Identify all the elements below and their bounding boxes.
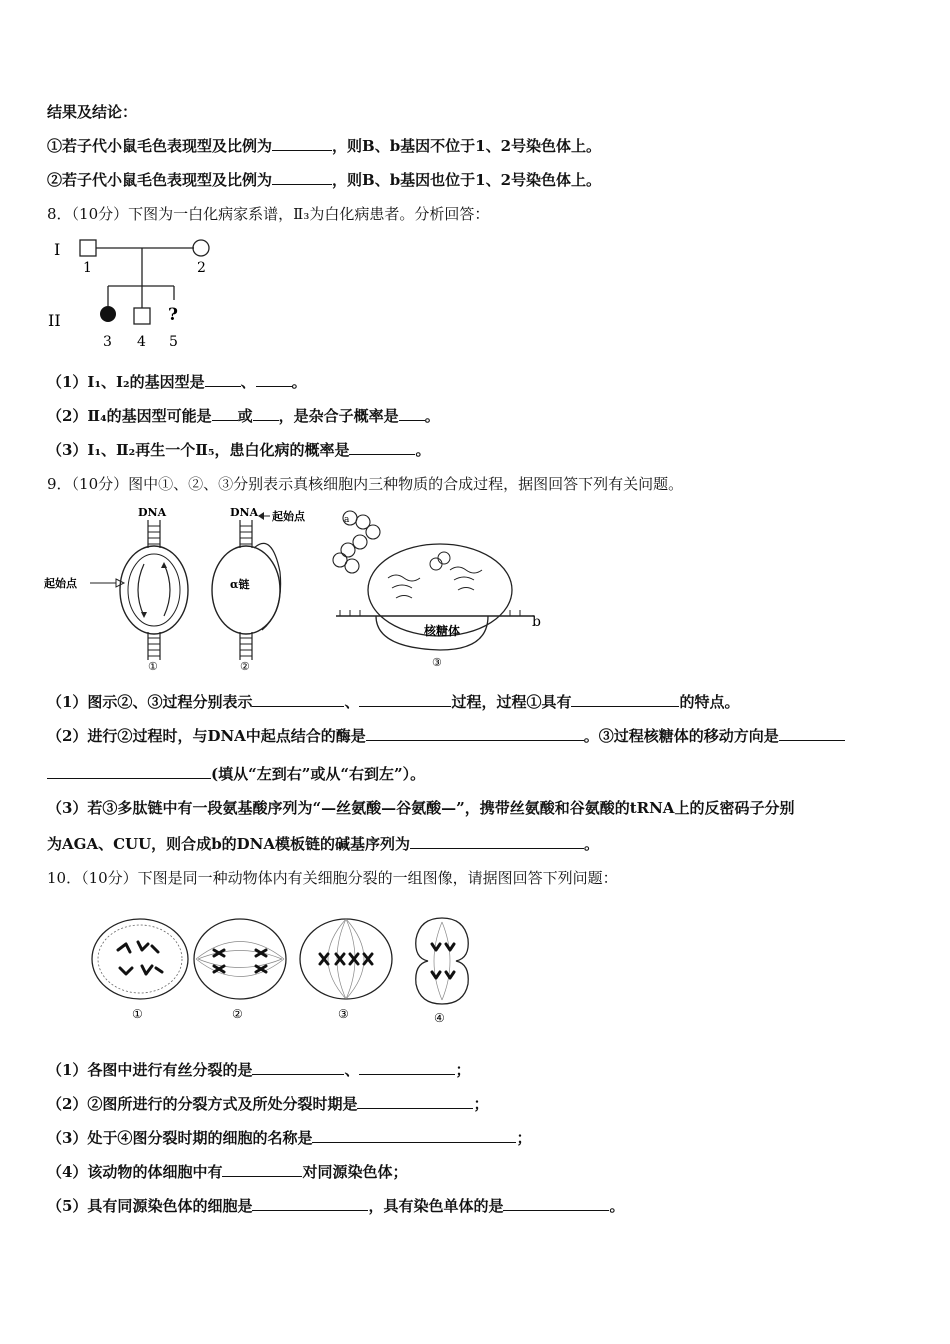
q10-p4-end: 对同源染色体； — [302, 1163, 408, 1181]
q9-p1-text: （1）图示②、③过程分别表示 — [47, 693, 253, 711]
fig3-label-a: a — [344, 515, 350, 525]
fig1-dna-label: DNA — [138, 506, 167, 519]
q10-p3-end: ； — [516, 1129, 532, 1147]
q10-p5-end: 。 — [609, 1197, 625, 1215]
q8-p2-or: 或 — [237, 407, 253, 425]
q10-stem: 10．（10分）下图是同一种动物体内有关细胞分裂的一组图像，请据图回答下列问题： — [47, 869, 618, 887]
q8-part-3 — [47, 440, 430, 460]
cell-2-label: ② — [232, 1007, 243, 1021]
q8-p1-end: 。 — [291, 373, 307, 391]
fig2-alpha-chain-label: α链 — [230, 578, 250, 591]
q8-p2-text-c: ，是杂合子概率是 — [278, 407, 399, 425]
blank[interactable] — [359, 1060, 455, 1075]
pedigree-ii3-affected-female — [100, 306, 116, 322]
result-line-1 — [47, 136, 601, 156]
q9-part-3-cont — [47, 834, 599, 854]
pedigree-gen-2-label: II — [48, 311, 61, 330]
q9-part-1 — [47, 692, 740, 712]
q9-p2-text-b: 。③过程核糖体的移动方向是 — [583, 727, 779, 745]
q9-p2-text: （2）进行②过程时，与DNA中起点结合的酶是 — [47, 727, 366, 745]
fig2-number: ② — [240, 660, 250, 673]
q10-part-5 — [47, 1196, 624, 1216]
q10-p4-text: （4）该动物的体细胞中有 — [47, 1163, 223, 1181]
results-heading: 结果及结论： — [47, 103, 138, 121]
q9-part-2-cont — [47, 764, 425, 784]
pedigree-i1-label: 1 — [83, 260, 92, 276]
q8-part-1 — [47, 372, 307, 392]
q10-p2-end: ； — [473, 1095, 489, 1113]
q10-p1-sep: 、 — [344, 1061, 360, 1079]
fig2-dna-label: DNA — [230, 506, 259, 519]
blank[interactable] — [252, 1196, 368, 1211]
blank[interactable] — [779, 726, 845, 741]
blank[interactable] — [205, 372, 241, 387]
q10-p1-text: （1）各图中进行有丝分裂的是 — [47, 1061, 253, 1079]
blank[interactable] — [503, 1196, 609, 1211]
q10-p5-text-b: ，具有染色单体的是 — [368, 1197, 504, 1215]
pedigree-i1-male — [80, 240, 96, 256]
cell-3-label: ③ — [338, 1007, 349, 1021]
blank[interactable] — [571, 692, 679, 707]
q8-part-2 — [47, 406, 440, 426]
q9-p2-end: (填从“左到右”或从“右到左”）。 — [211, 765, 426, 783]
fig3-ribosome-label: 核糖体 — [424, 624, 461, 638]
blank[interactable] — [366, 726, 584, 741]
q9-p1-sep: 、 — [344, 693, 360, 711]
blank[interactable] — [359, 692, 451, 707]
pedigree-ii5-unknown: ? — [168, 305, 178, 325]
cell-division-figure — [90, 914, 490, 1029]
synthesis-process-figure — [40, 502, 560, 672]
pedigree-ii4-label: 4 — [137, 334, 146, 350]
blank[interactable] — [253, 406, 279, 421]
q8-p3-text: （3）Ⅰ₁、Ⅱ₂再生一个Ⅱ₅，患白化病的概率是 — [47, 441, 350, 459]
blank[interactable] — [212, 406, 238, 421]
blank[interactable] — [272, 136, 332, 151]
pedigree-chart — [40, 230, 260, 355]
q10-part-2 — [47, 1094, 488, 1114]
pedigree-ii4-male — [134, 308, 150, 324]
q9-p3-text: 为AGA、CUU，则合成b的DNA模板链的碱基序列为 — [47, 835, 411, 853]
q10-part-4 — [47, 1162, 407, 1182]
q8-p2-text: （2）Ⅱ₄的基因型可能是 — [47, 407, 212, 425]
pedigree-i2-female — [193, 240, 209, 256]
q9-p1-end: 的特点。 — [679, 693, 740, 711]
q8-p2-end: 。 — [424, 407, 440, 425]
cell-1-label: ① — [132, 1007, 143, 1021]
q8-p1-text: （1）Ⅰ₁、Ⅰ₂的基因型是 — [47, 373, 205, 391]
blank[interactable] — [252, 692, 344, 707]
q10-p2-text: （2）②图所进行的分裂方式及所处分裂时期是 — [47, 1095, 358, 1113]
q8-p1-sep: 、 — [240, 373, 256, 391]
result-line-1-text-a: ①若子代小鼠毛色表现型及比例为 — [47, 137, 273, 155]
pedigree-gen-1-label: I — [54, 240, 61, 259]
q9-part-2 — [47, 726, 845, 746]
q10-part-3 — [47, 1128, 531, 1148]
q10-p5-text: （5）具有同源染色体的细胞是 — [47, 1197, 253, 1215]
fig1-origin-label: 起始点 — [44, 577, 77, 590]
blank[interactable] — [222, 1162, 302, 1177]
fig3-peptide-chain — [333, 511, 380, 573]
result-line-2 — [47, 170, 601, 190]
q9-part-3: （3）若③多肽链中有一段氨基酸序列为“—丝氨酸—谷氨酸—”，携带丝氨酸和谷氨酸的tRNA上的反密码子分别 — [47, 799, 795, 817]
pedigree-ii5-label: 5 — [169, 334, 178, 350]
q9-p3-end: 。 — [584, 835, 600, 853]
blank[interactable] — [357, 1094, 473, 1109]
pedigree-i2-label: 2 — [197, 260, 206, 276]
result-line-1-text-b: ，则B、b基因不位于1、2号染色体上。 — [332, 137, 602, 155]
blank[interactable] — [256, 372, 292, 387]
fig2-origin-label: 起始点 — [272, 510, 305, 523]
blank[interactable] — [399, 406, 425, 421]
q8-stem: 8．（10分）下图为一白化病家系谱，Ⅱ₃为白化病患者。分析回答： — [47, 205, 490, 223]
blank[interactable] — [349, 440, 415, 455]
result-line-2-text-b: ，则B、b基因也位于1、2号染色体上。 — [332, 171, 602, 189]
fig1-number: ① — [148, 660, 158, 673]
result-line-2-text-a: ②若子代小鼠毛色表现型及比例为 — [47, 171, 273, 189]
cell-4-label: ④ — [434, 1011, 445, 1025]
q9-p1-text-c: 过程，过程①具有 — [451, 693, 572, 711]
fig3-label-b: b — [532, 614, 541, 630]
q10-p3-text: （3）处于④图分裂时期的细胞的名称是 — [47, 1129, 313, 1147]
blank[interactable] — [47, 764, 211, 779]
q9-stem: 9．（10分）图中①、②、③分别表示真核细胞内三种物质的合成过程，据图回答下列有关问题。 — [47, 475, 684, 493]
q10-part-1 — [47, 1060, 470, 1080]
blank[interactable] — [312, 1128, 516, 1143]
blank[interactable] — [252, 1060, 344, 1075]
blank[interactable] — [272, 170, 332, 185]
fig3-number: ③ — [432, 656, 442, 669]
blank[interactable] — [410, 834, 584, 849]
q10-p1-end: ； — [455, 1061, 471, 1079]
q8-p3-end: 。 — [415, 441, 431, 459]
pedigree-ii3-label: 3 — [103, 334, 112, 350]
